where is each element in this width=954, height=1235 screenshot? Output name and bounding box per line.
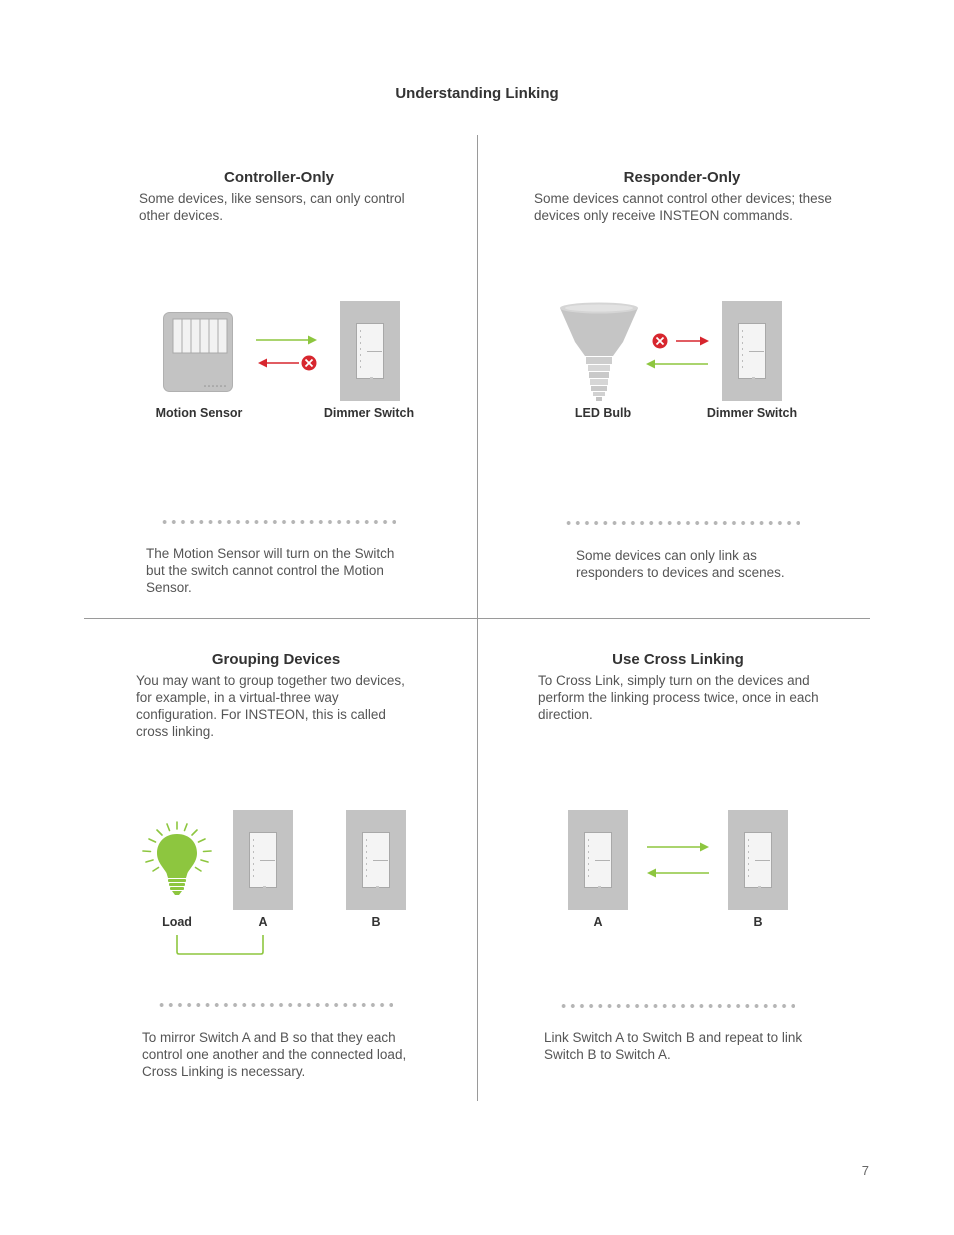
section-description: Some devices cannot control other devices; these devices only receive INSTEON commands.	[534, 191, 832, 223]
device-label: Motion Sensor	[155, 406, 243, 420]
section-description: Some devices, like sensors, can only control other devices.	[139, 191, 405, 223]
device-label: Load	[162, 915, 192, 929]
page-number: 7	[861, 1163, 869, 1178]
device-label: A	[593, 915, 603, 929]
switch-a-icon	[233, 810, 293, 910]
horizontal-divider	[84, 618, 870, 619]
device-label: A	[258, 915, 268, 929]
section-caption: Link Switch A to Switch B and repeat to link Switch B to Switch A.	[544, 1030, 803, 1062]
led-bulb-icon	[559, 302, 639, 402]
dotted-separator	[160, 520, 396, 524]
dimmer-switch-icon	[722, 301, 782, 401]
device-label: B	[753, 915, 763, 929]
device-label: Dimmer Switch	[323, 406, 415, 420]
device-label: LED Bulb	[574, 406, 632, 420]
dotted-separator	[157, 1003, 393, 1007]
switch-a-icon	[568, 810, 628, 910]
section-caption: To mirror Switch A and B so that they each control one another and the connected load, Cross Linking is necessary.	[142, 1030, 407, 1079]
connection-bracket	[174, 934, 268, 956]
page-title: Understanding Linking	[395, 85, 559, 102]
switch-b-icon	[346, 810, 406, 910]
section-title: Use Cross Linking	[612, 651, 744, 668]
lit-bulb-icon	[140, 820, 214, 898]
bidirectional-arrows-icon	[643, 839, 713, 881]
section-description: To Cross Link, simply turn on the devices and perform the linking process twice, once in each direction.	[538, 673, 819, 722]
section-caption: The Motion Sensor will turn on the Switch but the switch cannot control the Motion Sensor.	[146, 546, 395, 595]
signal-arrows-icon	[254, 332, 320, 374]
section-title: Grouping Devices	[211, 651, 341, 668]
switch-b-icon	[728, 810, 788, 910]
dotted-separator	[559, 1004, 795, 1008]
signal-arrows-icon	[644, 331, 714, 373]
section-description: You may want to group together two devices, for example, in a virtual-three way configuration. For INSTEON, this is called cross linking.	[136, 673, 405, 739]
device-label: B	[371, 915, 381, 929]
dotted-separator	[564, 521, 800, 525]
section-title: Responder-Only	[623, 169, 741, 186]
section-title: Controller-Only	[223, 169, 334, 186]
dimmer-switch-icon	[340, 301, 400, 401]
motion-sensor-icon	[163, 312, 233, 392]
device-label: Dimmer Switch	[706, 406, 798, 420]
section-caption: Some devices can only link as responders to devices and scenes.	[576, 548, 785, 580]
